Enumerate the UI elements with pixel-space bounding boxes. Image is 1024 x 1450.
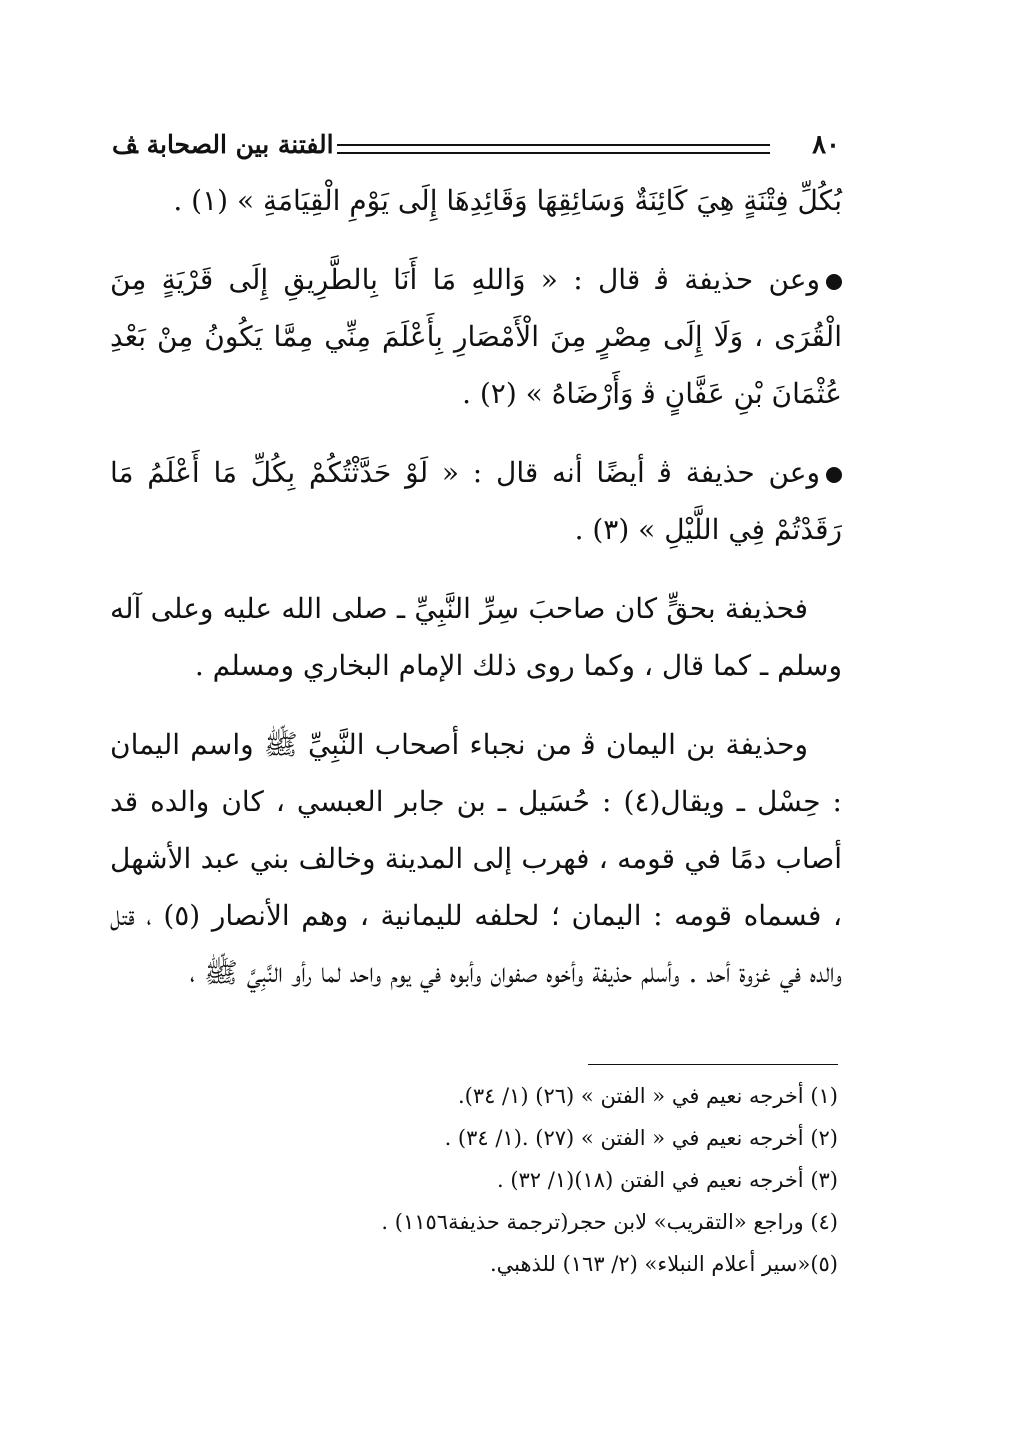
footnotes — [300, 1075, 838, 1285]
footnote: (٤) وراجع «التقريب» لابن حجر(ترجمة حذيفة١١٥٦) . — [381, 1210, 838, 1234]
paragraph — [110, 444, 842, 558]
bullet-icon — [826, 274, 842, 290]
paragraph — [110, 172, 842, 229]
paragraph-text: بُكُلِّ فِتْنَةٍ هِيَ كَائِنَةٌ وَسَائِقِهَا وَقَائِدِهَا إِلَى يَوْمِ الْقِيَامَةِ » (١) . — [173, 184, 842, 217]
paragraph-text: وعن حذيفة ﭬ أيضًا أنه قال : « لَوْ حَدَّثْتُكُمْ بِكُلِّ مَا أَعْلَمُ مَا رَقَدْتُمْ فِي اللَّيْلِ » (٣) . — [110, 456, 842, 546]
footnote-separator — [588, 1064, 838, 1065]
footnote: (٥)«سير أعلام النبلاء» (٢/ ١٦٣) للذهبي. — [489, 1252, 838, 1276]
page-number: ٨٠ — [812, 130, 840, 160]
footnote: (٢) أخرجه نعيم في « الفتن » (٢٧) .(١/ ٣٤) . — [444, 1126, 838, 1150]
paragraph-text: وعن حذيفة ﭬ قال : « وَاللهِ مَا أَنَا بِالطَّرِيقِ إِلَى قَرْيَةٍ مِنَ الْقُرَى ، وَلَا إِلَى مِصْرٍ مِنَ الْأَمْصَارِ بِأَعْلَمَ مِنِّي مِمَّا يَكُونُ مِنْ بَعْدِ عُثْمَانَ بْنِ عَفَّانٍ ﭬ وَأَرْضَاهُ » (٢) . — [110, 263, 842, 410]
footnote: (١) أخرجه نعيم في « الفتن » (٢٦) (١/ ٣٤). — [457, 1084, 838, 1108]
paragraph-text: وحذيفة بن اليمان ﭬ من نجباء أصحاب النَّبِيِّ ﷺ واسم اليمان : حِسْل ـ ويقال(٤) : حُسَيل ـ بن جابر العبسي ، كان والده قد أصاب دمًا في قومه ، فهرب إلى المدينة وخالف بني عبد الأشهل ، فسماه قومه : اليمان ؛ لحلفه لليمانية ، وهم الأنصار (٥) ، قتل والده في غزوة أحد . وأسلم حذيفة وأخوه صفوان وأبوه في يوم واحد لما رأو النَّبِيَّ ﷺ ، — [110, 728, 842, 989]
paragraph-text: فحذيفة بحقٍّ كان صاحبَ سِرِّ النَّبِيِّ ـ صلى الله عليه وعلى آله وسلم ـ كما قال ، وكما روى ذلك الإمام البخاري ومسلم . — [110, 592, 842, 682]
running-title: الفتنة بين الصحابة ﭫ — [112, 130, 334, 159]
page-header — [112, 126, 840, 170]
paragraph — [110, 251, 842, 422]
bullet-icon — [826, 467, 842, 483]
header-double-rule — [337, 144, 770, 154]
main-text — [110, 172, 842, 1023]
paragraph — [110, 580, 842, 694]
paragraph — [110, 716, 842, 1001]
footnote: (٣) أخرجه نعيم في الفتن (١٨)(١/ ٣٢) . — [496, 1168, 838, 1192]
